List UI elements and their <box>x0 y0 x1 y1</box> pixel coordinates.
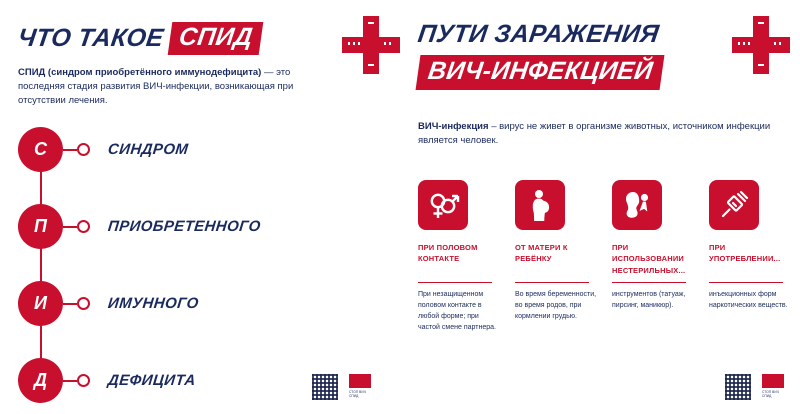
campaign-logo-caption-right: СТОП ВИЧ СПИД <box>762 390 779 398</box>
way-heading-2: ПРИ ИСПОЛЬЗОВАНИИ НЕСТЕРИЛЬНЫХ... <box>612 243 686 275</box>
way-item-2 <box>612 180 695 333</box>
left-title-highlight: СПИД <box>168 22 264 55</box>
right-panel <box>330 0 800 414</box>
right-description-bold: ВИЧ-инфекция <box>418 121 489 132</box>
campaign-logo-left <box>349 374 371 398</box>
right-title <box>418 20 662 90</box>
way-rule-0 <box>418 282 492 283</box>
acronym-dash-1 <box>63 226 77 228</box>
way-heading-1: ОТ МАТЕРИ К РЕБЁНКУ <box>515 243 568 264</box>
campaign-logo-caption-left: СТОП ВИЧ СПИД <box>349 390 366 398</box>
right-title-highlight: ВИЧ-ИНФЕКЦИЕЙ <box>416 55 665 90</box>
acronym-dash-0 <box>63 149 77 151</box>
acronym-letter-3: Д <box>18 358 63 403</box>
way-item-1 <box>515 180 598 333</box>
way-body-3: инъекционных форм наркотических веществ. <box>709 291 788 309</box>
acronym-row-3 <box>18 358 196 403</box>
left-description-rest: — это последняя стадия развития ВИЧ-инфекции, возникающая при отсутствии лечения. <box>18 67 294 106</box>
transmission-ways-list <box>418 180 793 333</box>
way-item-3 <box>709 180 792 333</box>
left-title-part1: ЧТО ТАКОЕ <box>16 24 166 52</box>
way-body-2: инструментов (татуаж, пирсинг, маникюр). <box>612 291 686 309</box>
way-rule-3 <box>709 282 783 283</box>
left-description <box>18 66 303 107</box>
way-body-0: При незащищенном половом контакте в любой форме; при частой смене партнера. <box>418 291 496 331</box>
acronym-letter-2: И <box>18 281 63 326</box>
right-description <box>418 120 788 149</box>
campaign-logo-right <box>762 374 784 398</box>
right-description-rest: – вирус не живет в организме животных, источником инфекции является человек. <box>418 121 771 147</box>
qr-code-icon-secondary[interactable] <box>725 374 751 400</box>
acronym-ring-2 <box>77 297 90 310</box>
qr-code-icon[interactable] <box>312 374 338 400</box>
acronym-letter-1: П <box>18 204 63 249</box>
syringe-icon <box>709 180 759 230</box>
acronym-word-0: СИНДРОМ <box>107 141 190 158</box>
acronym-row-1 <box>18 204 261 249</box>
medical-cross-icon <box>342 16 400 74</box>
way-heading-3: ПРИ УПОТРЕБЛЕНИИ... <box>709 243 781 264</box>
gender-symbols-icon <box>418 180 468 230</box>
acronym-dash-2 <box>63 303 77 305</box>
acronym-word-1: ПРИОБРЕТЕННОГО <box>107 218 262 235</box>
left-panel <box>0 0 330 414</box>
medical-cross-icon-secondary <box>732 16 790 74</box>
acronym-word-2: ИМУННОГО <box>107 295 200 312</box>
acronym-ring-1 <box>77 220 90 233</box>
left-description-bold: СПИД (синдром приобретённого иммунодефицита) <box>18 67 262 78</box>
way-rule-2 <box>612 282 686 283</box>
acronym-ring-3 <box>77 374 90 387</box>
acronym-row-0 <box>18 127 188 172</box>
right-title-part1: ПУТИ ЗАРАЖЕНИЯ <box>416 20 661 48</box>
pregnant-woman-icon <box>515 180 565 230</box>
left-title <box>18 22 262 55</box>
way-rule-1 <box>515 282 589 283</box>
acronym-ring-0 <box>77 143 90 156</box>
acronym-letter-0: С <box>18 127 63 172</box>
acronym-dash-3 <box>63 380 77 382</box>
acronym-row-2 <box>18 281 199 326</box>
way-item-0 <box>418 180 501 333</box>
way-heading-0: ПРИ ПОЛОВОМ КОНТАКТЕ <box>418 243 478 264</box>
acronym-rail <box>40 148 42 386</box>
acronym-word-3: ДЕФИЦИТА <box>107 372 197 389</box>
tattoo-machine-icon <box>612 180 662 230</box>
way-body-1: Во время беременности, во время родов, при кормлении грудью. <box>515 291 597 320</box>
